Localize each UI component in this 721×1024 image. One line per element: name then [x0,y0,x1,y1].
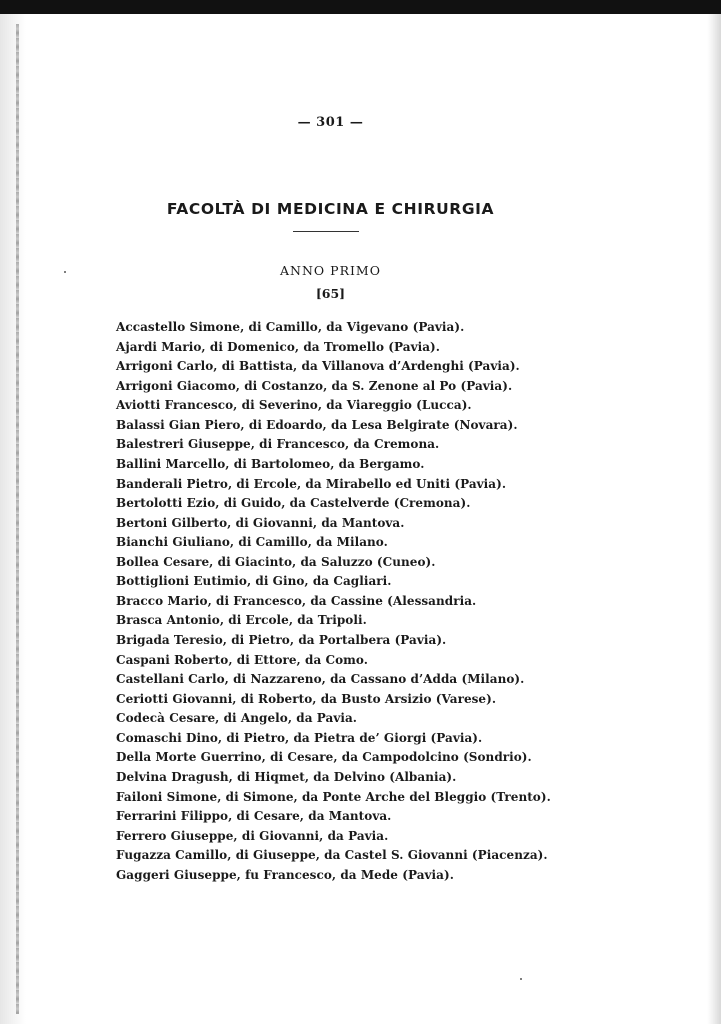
student-entry: Bertolotti Ezio, di Guido, da Castelverde (Cremona). [116,496,471,511]
scan-left-binding-edge [0,14,26,1024]
scan-top-border [0,0,721,14]
student-list [116,319,556,886]
student-entry: Ceriotti Giovanni, di Roberto, da Busto Arsizio (Varese). [116,691,497,706]
student-entry: Delvina Dragush, di Hiqmet, da Delvino (Albania). [116,769,457,784]
student-entry: Codecà Cesare, di Angelo, da Pavia. [116,711,358,726]
student-entry: Failoni Simone, di Simone, da Ponte Arche del Bleggio (Trento). [116,789,551,804]
student-entry: Bottiglioni Eutimio, di Gino, da Cagliari. [116,574,392,589]
student-entry: Arrigoni Carlo, di Battista, da Villanova d’Ardenghi (Pavia). [116,359,520,374]
student-entry: Castellani Carlo, di Nazzareno, da Cassano d’Adda (Milano). [116,672,525,687]
scan-speck [64,271,66,273]
student-entry: Bracco Mario, di Francesco, da Cassine (Alessandria. [116,593,477,608]
student-entry: Brigada Teresio, di Pietro, da Portalbera (Pavia). [116,633,447,647]
student-entry: Comaschi Dino, di Pietro, da Pietra de’ Giorgi (Pavia). [116,730,483,745]
year-heading: ANNO PRIMO [280,263,381,278]
student-entry: Bertoni Gilberto, di Giovanni, da Mantova. [116,515,405,530]
student-entry: Brasca Antonio, di Ercole, da Tripoli. [116,613,367,628]
student-entry: Accastello Simone, di Camillo, da Vigevano (Pavia). [116,320,465,334]
student-entry: Balestreri Giuseppe, di Francesco, da Cremona. [116,437,440,452]
binding-shadow-streak [16,24,19,1014]
student-entry: Balassi Gian Piero, di Edoardo, da Lesa Belgirate (Novara). [116,417,518,432]
student-entry: Bollea Cesare, di Giacinto, da Saluzzo (Cuneo). [116,554,436,569]
student-entry: Ferrero Giuseppe, di Giovanni, da Pavia. [116,828,389,843]
student-entry: Ajardi Mario, di Domenico, da Tromello (Pavia). [116,339,441,354]
student-entry: Arrigoni Giacomo, di Costanzo, da S. Zenone al Po (Pavia). [116,378,513,393]
student-entry: Ballini Marcello, di Bartolomeo, da Bergamo. [116,456,425,471]
student-entry: Banderali Pietro, di Ercole, da Mirabello ed Uniti (Pavia). [116,476,507,491]
scan-speck [520,978,522,980]
student-entry: Caspani Roberto, di Ettore, da Como. [116,652,368,667]
student-count: [65] [315,286,346,301]
page-number: — 301 — [297,115,364,130]
faculty-title: FACOLTÀ DI MEDICINA E CHIRURGIA [166,200,495,218]
student-entry: Fugazza Camillo, di Giuseppe, da Castel S. Giovanni (Piacenza). [116,848,548,863]
student-entry: Bianchi Giuliano, di Camillo, da Milano. [116,535,388,550]
scan-right-edge [707,14,721,1024]
student-entry: Gaggeri Giuseppe, fu Francesco, da Mede (Pavia). [116,867,454,882]
student-entry: Ferrarini Filippo, di Cesare, da Mantova. [116,809,392,824]
title-divider-rule [293,231,359,232]
student-entry: Aviotti Francesco, di Severino, da Viareggio (Lucca). [116,398,472,413]
student-entry: Della Morte Guerrino, di Cesare, da Campodolcino (Sondrio). [116,750,532,765]
